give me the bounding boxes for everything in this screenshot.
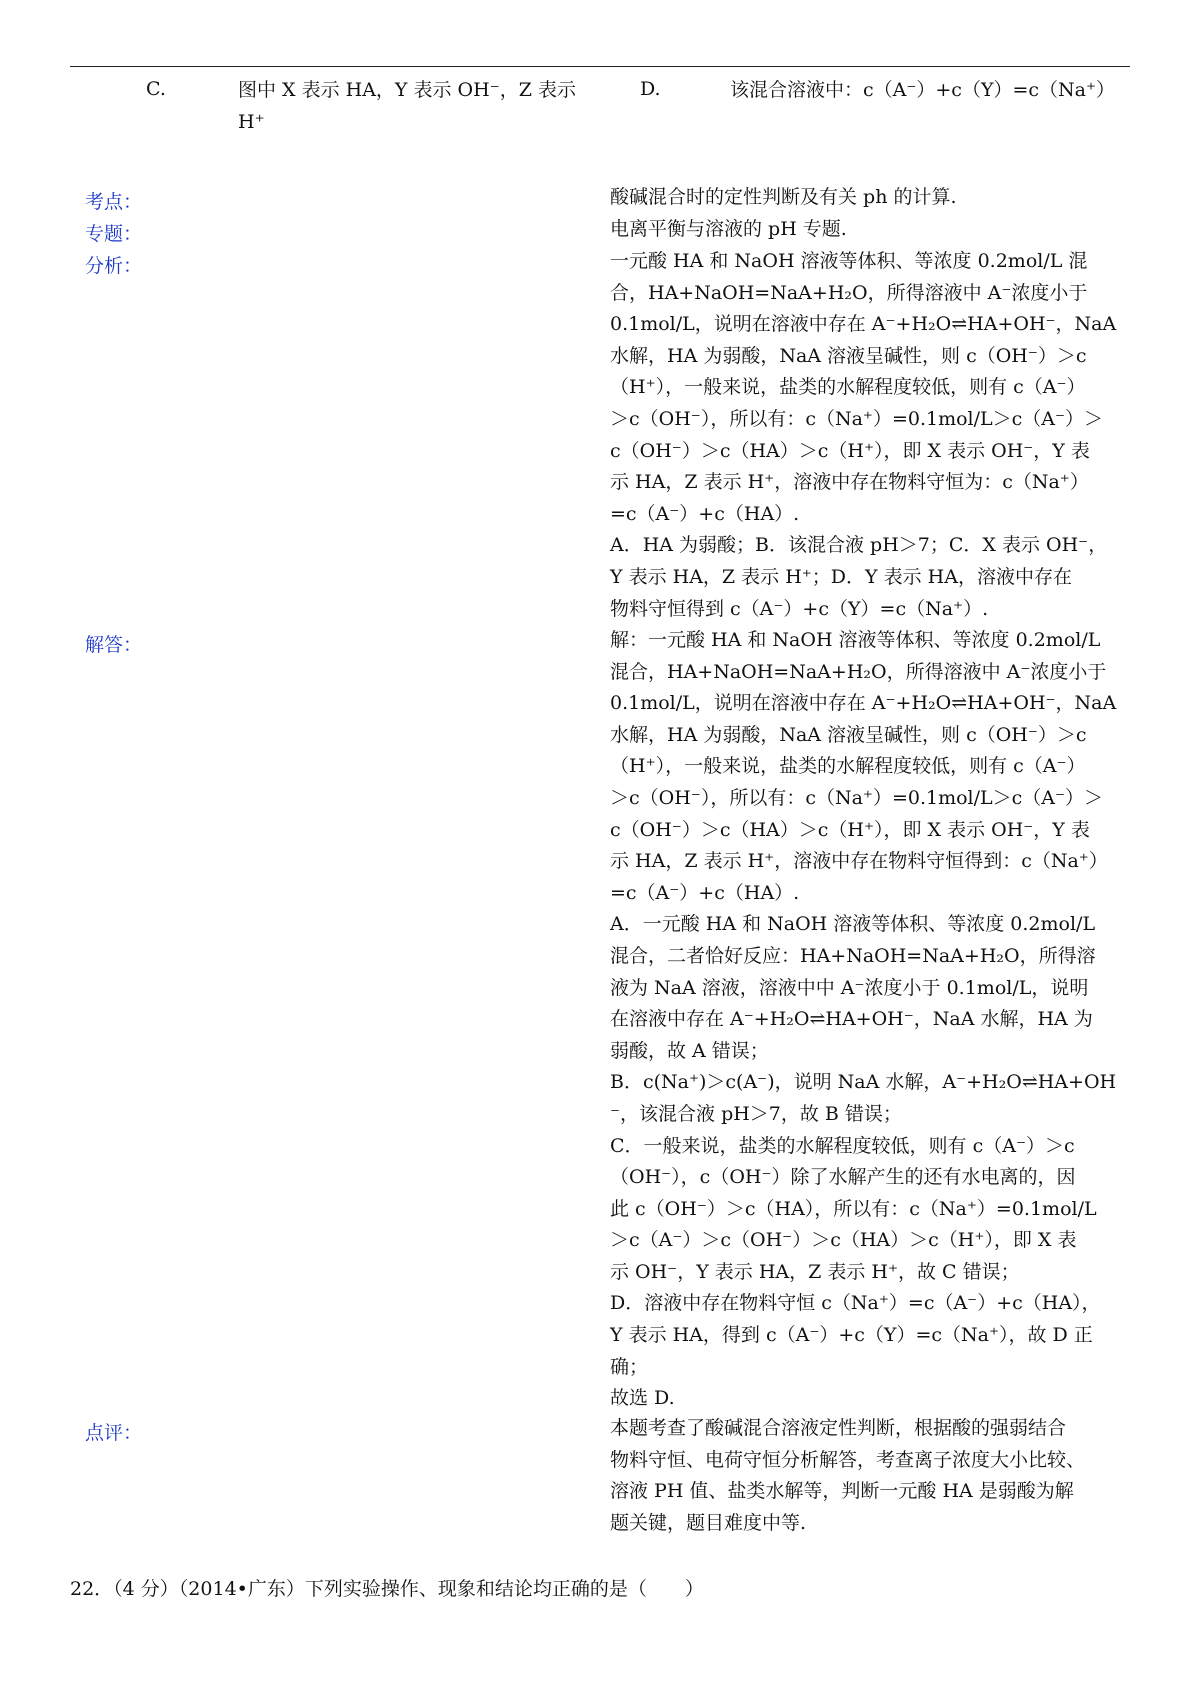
fenxi-line: A．HA 为弱酸；B．该混合液 pH＞7；C．X 表示 OH⁻， — [610, 534, 1108, 557]
fenxi-line: ＞c（OH⁻），所以有：c（Na⁺）=0.1mol/L＞c（A⁻）＞ — [610, 407, 1104, 430]
fenxi-text — [610, 246, 1120, 625]
option-c-text — [238, 74, 576, 138]
jieda-line: 示 HA，Z 表示 H⁺，溶液中存在物料守恒得到：c（Na⁺） — [610, 850, 1108, 873]
jieda-line: 在溶液中存在 A⁻+H₂O⇌HA+OH⁻，NaA 水解，HA 为 — [610, 1008, 1093, 1031]
jieda-label: 解答： — [85, 634, 143, 656]
dianping-line: 题关键，题目难度中等. — [610, 1511, 807, 1534]
option-c-letter: C. — [146, 78, 166, 100]
fenxi-label: 分析： — [85, 255, 143, 277]
jieda-line: ＞c（A⁻）＞c（OH⁻）＞c（HA）＞c（H⁺），即 X 表 — [610, 1229, 1077, 1252]
option-c-line: 图中 X 表示 HA，Y 表示 OH⁻，Z 表示 — [238, 79, 576, 101]
fenxi-line: 示 HA，Z 表示 H⁺，溶液中存在物料守恒为：c（Na⁺） — [610, 471, 1089, 494]
option-d-letter: D. — [640, 78, 661, 100]
fenxi-line: Y 表示 HA，Z 表示 H⁺；D．Y 表示 HA，溶液中存在 — [610, 565, 1072, 588]
jieda-line: =c（A⁻）+c（HA）. — [610, 881, 800, 904]
kaodian-label: 考点： — [85, 191, 143, 213]
jieda-line: ⁻，该混合液 pH＞7，故 B 错误； — [610, 1102, 902, 1125]
fenxi-line: c（OH⁻）＞c（HA）＞c（H⁺），即 X 表示 OH⁻，Y 表 — [610, 439, 1090, 462]
dianping-text — [610, 1413, 1120, 1539]
dianping-line: 物料守恒、电荷守恒分析解答，考查离子浓度大小比较、 — [610, 1448, 1086, 1471]
fenxi-line: 0.1mol/L，说明在溶液中存在 A⁻+H₂O⇌HA+OH⁻，NaA — [610, 313, 1117, 336]
fenxi-line: =c（A⁻）+c（HA）. — [610, 502, 800, 525]
zhuanti-text: 电离平衡与溶液的 pH 专题. — [610, 218, 847, 240]
jieda-line: 液为 NaA 溶液，溶液中中 A⁻浓度小于 0.1mol/L，说明 — [610, 976, 1089, 999]
jieda-line: 水解，HA 为弱酸，NaA 溶液呈碱性，则 c（OH⁻）＞c — [610, 723, 1087, 746]
jieda-line: A．一元酸 HA 和 NaOH 溶液等体积、等浓度 0.2mol/L — [610, 913, 1096, 936]
kaodian-text: 酸碱混合时的定性判断及有关 ph 的计算. — [610, 186, 957, 208]
fenxi-line: （H⁺），一般来说，盐类的水解程度较低，则有 c（A⁻） — [610, 376, 1086, 399]
jieda-line: Y 表示 HA，得到 c（A⁻）+c（Y）=c（Na⁺），故 D 正 — [610, 1324, 1093, 1347]
jieda-line: 0.1mol/L，说明在溶液中存在 A⁻+H₂O⇌HA+OH⁻，NaA — [610, 692, 1117, 715]
jieda-line: 解：一元酸 HA 和 NaOH 溶液等体积、等浓度 0.2mol/L — [610, 629, 1101, 651]
option-d-text: 该混合溶液中：c（A⁻）+c（Y）=c（Na⁺） — [730, 79, 1116, 101]
jieda-line: 此 c（OH⁻）＞c（HA），所以有：c（Na⁺）=0.1mol/L — [610, 1197, 1097, 1220]
jieda-line: （H⁺），一般来说，盐类的水解程度较低，则有 c（A⁻） — [610, 755, 1086, 778]
option-c-line: H⁺ — [238, 111, 265, 133]
jieda-line: 确； — [610, 1355, 649, 1378]
jieda-line: （OH⁻），c（OH⁻）除了水解产生的还有水电离的，因 — [610, 1166, 1076, 1189]
jieda-line: 混合，HA+NaOH=NaA+H₂O，所得溶液中 A⁻浓度小于 — [610, 660, 1107, 683]
zhuanti-label: 专题： — [85, 223, 143, 245]
jieda-line: 故选 D. — [610, 1387, 675, 1410]
dianping-line: 本题考查了酸碱混合溶液定性判断，根据酸的强弱结合 — [610, 1417, 1067, 1439]
next-question: 22．（4 分）（2014•广东）下列实验操作、现象和结论均正确的是（ ） — [70, 1578, 704, 1600]
dianping-line: 溶液 PH 值、盐类水解等，判断一元酸 HA 是弱酸为解 — [610, 1480, 1074, 1503]
fenxi-line: 合，HA+NaOH=NaA+H₂O，所得溶液中 A⁻浓度小于 — [610, 281, 1088, 304]
jieda-line: ＞c（OH⁻），所以有：c（Na⁺）=0.1mol/L＞c（A⁻）＞ — [610, 786, 1104, 809]
jieda-line: C．一般来说，盐类的水解程度较低，则有 c（A⁻）＞c — [610, 1134, 1075, 1157]
dianping-label: 点评： — [85, 1422, 143, 1444]
header-rule — [70, 66, 1130, 67]
fenxi-line: 物料守恒得到 c（A⁻）+c（Y）=c（Na⁺）. — [610, 597, 989, 620]
jieda-line: 混合，二者恰好反应：HA+NaOH=NaA+H₂O，所得溶 — [610, 944, 1096, 967]
jieda-line: D．溶液中存在物料守恒 c（Na⁺）=c（A⁻）+c（HA）， — [610, 1292, 1101, 1315]
jieda-text — [610, 625, 1120, 1415]
jieda-line: 示 OH⁻，Y 表示 HA，Z 表示 H⁺，故 C 错误； — [610, 1260, 1020, 1283]
fenxi-line: 一元酸 HA 和 NaOH 溶液等体积、等浓度 0.2mol/L 混 — [610, 250, 1088, 272]
fenxi-line: 水解，HA 为弱酸，NaA 溶液呈碱性，则 c（OH⁻）＞c — [610, 344, 1087, 367]
jieda-line: 弱酸，故 A 错误； — [610, 1039, 769, 1062]
jieda-line: c（OH⁻）＞c（HA）＞c（H⁺），即 X 表示 OH⁻，Y 表 — [610, 818, 1090, 841]
jieda-line: B．c(Na⁺)＞c(A⁻)，说明 NaA 水解，A⁻+H₂O⇌HA+OH — [610, 1071, 1117, 1094]
